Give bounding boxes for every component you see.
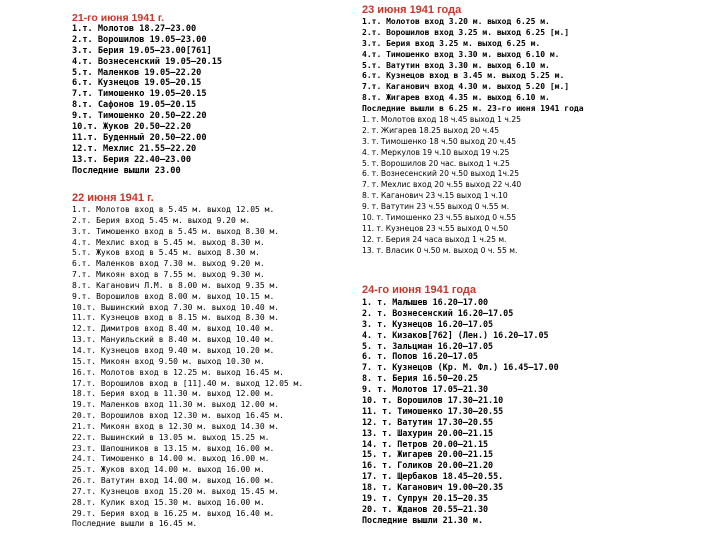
entry-line: 2. т. Вознесенский 16.20–17.05 [362,307,514,318]
entry-line: 23.т. Шапошников в 13.15 м. выход 16.00 м. [72,443,275,453]
entry-line: 11. т. Тимошенко 17.30–20.55 [362,405,504,416]
entry-line: 12. т. Берия 24 часа выход 1 ч.25 м. [362,234,507,244]
entry-line: 22.т. Вышинский в 13.05 м. выход 15.25 м. [72,432,270,442]
entry-line: 13.т. Берия 22.40–23.00 [72,154,191,165]
entry-line: 15.т. Микоян вход 9.50 м. выход 10.30 м. [72,356,265,366]
section-june-21-heading: 21-го июня 1941 г. [72,12,165,24]
entry-line: 9. т. Молотов 17.05–21.30 [362,384,489,395]
entry-line: Последние вышли 23.00 [72,165,181,176]
entry-line: 10. т. Ворошилов 17.30–21.10 [362,395,504,406]
entry-line: 7.т. Тимошенко 19.05–20.15 [72,89,207,100]
entry-line: 20. т. Жданов 20.55–21.30 [362,503,489,514]
entry-line: 26.т. Ватутин вход 14.00 м. выход 16.00 м. [72,476,275,486]
entry-line: 3. т. Кузнецов 16.20–17.05 [362,318,494,329]
entry-line: 6.т. Маленков вход 7.30 м. выход 9.20 м. [72,259,265,269]
entry-line: 1.т. Молотов 18.27–23.00 [72,24,197,34]
entry-line: 11.т. Кузнецов вход в 8.15 м. выход 8.30 м. [72,313,280,323]
section-june-23-list-bold [362,17,584,115]
entry-line: 2. т. Жигарев 18.25 выход 20 ч.45 [362,125,500,135]
entry-line: 18.т. Берия вход в 11.30 м. выход 12.00 м. [72,389,275,399]
entry-line: 21.т. Микоян вход в 12.30 м. выход 14.30 м. [72,421,280,431]
entry-line: Последние вышли в 6.25 м. 23-го июня 1941 года [362,104,584,114]
entry-line: 4.т. Вознесенский 19.05–20.15 [72,56,223,67]
section-june-23-list-light [362,115,584,257]
entry-line: 16.т. Молотов вход в 12.25 м. выход 16.45 м. [72,367,284,377]
entry-line: 13. т. Шахурин 20.00–21.15 [362,427,494,438]
entry-line: 7. т. Кузнецов (Кр. М. Фл.) 16.45–17.00 [362,362,559,373]
entry-line: 9.т. Ворошилов вход 8.00 м. выход 10.15 м. [72,291,275,301]
entry-line: 3.т. Берия вход 3.25 м. выход 6.25 м. [362,38,541,48]
section-june-22-heading: 22 июня 1941 г. [72,192,154,204]
entry-line: 5.т. Ватутин вход 3.30 м. выход 6.10 м. [362,60,550,70]
section-june-21 [72,12,222,176]
entry-line: 10.т. Жуков 20.50–22.20 [72,122,191,133]
entry-line: 1.т. Молотов вход в 5.45 м. выход 12.05 м. [72,205,275,214]
section-june-22 [72,192,303,530]
entry-line: 17. т. Щербаков 18.45–20.55. [362,471,504,482]
entry-line: 12. т. Ватутин 17.30–20.55 [362,416,494,427]
entry-line: 4.т. Тимошенко вход 3.30 м. выход 6.10 м. [362,49,560,59]
entry-line: 3.т. Тимошенко вход в 5.45 м. выход 8.30 м. [72,226,280,236]
entry-line: 9.т. Тимошенко 20.50–22.20 [72,111,207,122]
entry-line: Последние вышли 21.30 м. [362,514,484,525]
entry-line: 19. т. Супрун 20.15–20.35 [362,493,489,504]
entry-line: 6. т. Вознесенский 20 ч.50 выход 1ч.25 [362,169,520,179]
entry-line: 6.т. Кузнецов вход в 3.45 м. выход 5.25 м. [362,71,565,81]
entry-line: 6.т. Кузнецов 19.05–20.15 [72,78,202,89]
section-june-24-heading: 24-го июня 1941 года [362,284,477,296]
entry-line: 11. т. Кузнецов 23 ч.55 выход 0 ч.50 [362,223,509,233]
section-june-23-heading: 23 июня 1941 года [362,4,462,16]
entry-line: 8.т. Сафонов 19.05–20.15 [72,100,197,111]
entry-line: 8.т. Жигарев вход 4.35 м. выход 6.10 м. [362,93,550,103]
entry-line: 4.т. Мехлис вход в 5.45 м. выход 8.30 м. [72,237,265,247]
entry-line: 20.т. Ворошилов вход 12.30 м. выход 16.45 м. [72,411,284,421]
entry-line: 8.т. Каганович Л.М. в 8.00 м. выход 9.35 м. [72,280,280,290]
entry-line: 28.т. Кулик вход 15.30 м. выход 16.00 м. [72,497,265,507]
entry-line: 19.т. Маленков вход 11.30 м. выход 12.00 м. [72,400,280,410]
entry-line: 8. т. Каганович 23 ч.15 выход 1 ч.10 [362,191,508,201]
entry-line: 1. т. Малышев 16.20–17.00 [362,297,489,307]
entry-line: 5. т. Ворошилов 20 час. выход 1 ч.25 [362,158,510,168]
entry-line: 10. т. Тимошенко 23 ч.55 выход 0 ч.55 [362,213,517,223]
entry-line: 4. т. Кизаков[762] (Лен.) 16.20–17.05 [362,329,549,340]
section-june-21-list [72,24,222,176]
entry-line: 10.т. Вышинский вход 7.30 м. выход 10.40 м. [72,302,280,312]
section-june-24-list [362,297,559,526]
entry-line: 4. т. Меркулов 19 ч.10 выход 19 ч.25 [362,147,510,157]
entry-line: 5.т. Маленков 19.05–22.20 [72,67,202,78]
entry-line: 9. т. Ватутин 23 ч.55 выход 0 ч.55 м. [362,202,510,212]
entry-line: 2.т. Берия вход 5.45 м. выход 9.20 м. [72,215,251,225]
entry-line: 2.т. Ворошилов вход 3.25 м. выход 6.25 [м.] [362,27,570,37]
entry-line: 7.т. Каганович вход 4.30 м. выход 5.20 [м.] [362,82,570,92]
entry-line: 1.т. Молотов вход 3.20 м. выход 6.25 м. [362,17,550,26]
entry-line: 7. т. Мехлис вход 20 ч.55 выход 22 ч.40 [362,180,522,190]
entry-line: 1. т. Молотов вход 18 ч.45 выход 1 ч.25 [362,115,521,125]
entry-line: 2.т. Ворошилов 19.05–23.00 [72,34,207,45]
section-june-24 [362,284,559,526]
entry-line: 25.т. Жуков вход 14.00 м. выход 16.00 м. [72,465,265,475]
entry-line: 29.т. Берия вход в 16.25 м. выход 16.40 м. [72,508,275,518]
entry-line: 8. т. Берия 16.50–20.25 [362,373,478,384]
entry-line: 5. т. Зальцман 16.20–17.05 [362,340,494,351]
entry-line: 12.т. Мехлис 21.55–22.20 [72,143,197,154]
entry-line: 17.т. Ворошилов вход в [11].40 м. выход 12.05 м. [72,378,304,388]
entry-line: 6. т. Попов 16.20–17.05 [362,351,478,362]
entry-line: 12.т. Димитров вход 8.40 м. выход 10.40 м. [72,324,275,334]
entry-line: 15. т. Жигарев 20.00–21.15 [362,449,494,460]
entry-line: 24.т. Тимошенко в 14.00 м. выход 16.00 м. [72,454,270,464]
entry-line: 3. т. Тимошенко 18 ч.50 выход 20 ч.45 [362,136,517,146]
section-june-23 [362,4,584,257]
entry-line: 5.т. Жуков вход в 5.45 м. выход 8.30 м. [72,248,260,258]
entry-line: Последние вышли в 16.45 м. [72,519,198,529]
entry-line: 3.т. Берия 19.05–23.00[761] [72,45,212,56]
entry-line: 13. т. Власик 0 ч.50 м. выход 0 ч. 55 м. [362,245,518,255]
entry-line: 11.т. Буденный 20.50–22.00 [72,132,207,143]
entry-line: 14. т. Петров 20.00–21.15 [362,438,489,449]
entry-line: 18. т. Каганович 19.00–20.35 [362,482,504,493]
section-june-22-list [72,205,303,530]
entry-line: 16. т. Голиков 20.00–21.20 [362,460,494,471]
entry-line: 7.т. Микоян вход в 7.55 м. выход 9.30 м. [72,270,265,280]
entry-line: 14.т. Кузнецов вход 9.40 м. выход 10.20 м. [72,345,275,355]
entry-line: 13.т. Мануильский в 8.40 м. выход 10.40 м. [72,335,275,345]
entry-line: 27.т. Кузнецов вход 15.20 м. выход 15.45 м. [72,486,280,496]
